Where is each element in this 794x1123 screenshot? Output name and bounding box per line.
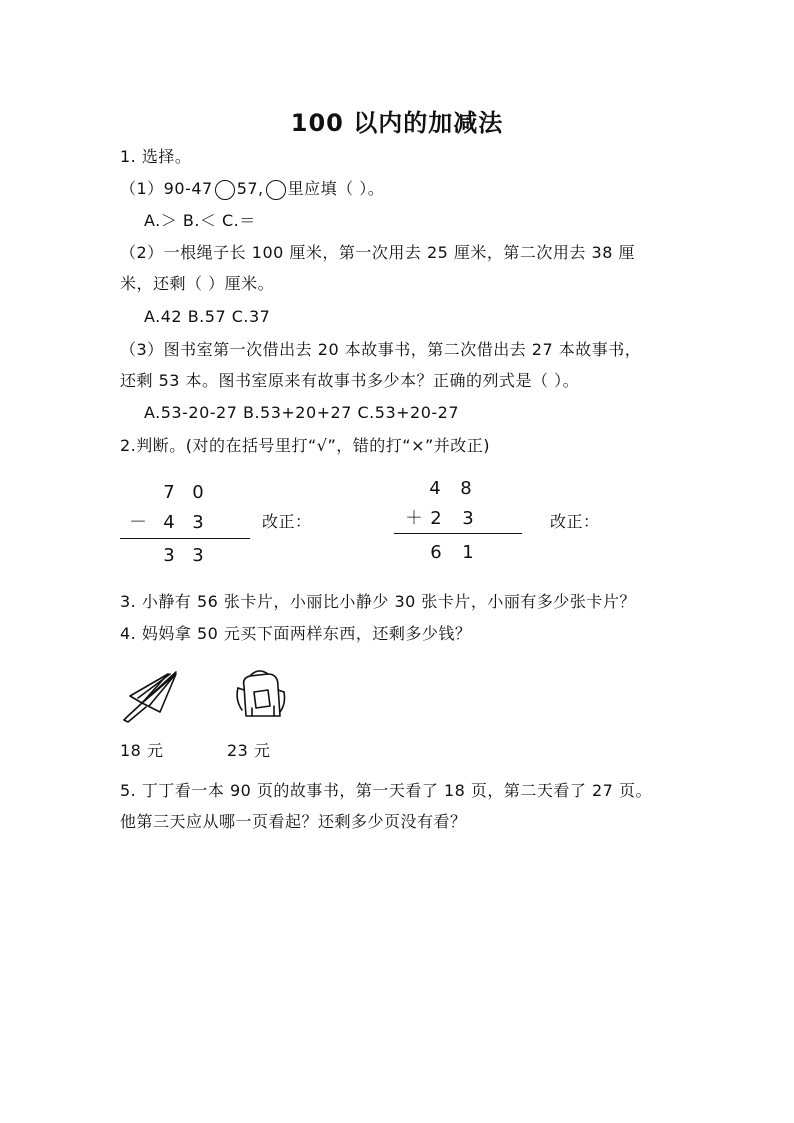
q5-line2: 他第三天应从哪一页看起？还剩多少页没有看？ — [120, 812, 467, 831]
calc1-result-digit: 3 — [192, 545, 204, 566]
calc1-second-digit: 3 — [192, 512, 204, 533]
q1-part1-prefix: （1）90-47 — [120, 179, 213, 198]
calc2-second-digit: 2 — [430, 508, 442, 529]
q1-part1-suffix: 里应填（ ）。 — [287, 179, 385, 198]
answer-circle[interactable] — [266, 180, 286, 200]
q1-heading: 1. 选择。 — [120, 147, 192, 166]
calc1-top-digit: 7 — [163, 482, 175, 503]
calc2-result-digit: 1 — [462, 542, 474, 563]
backpack-price: 23 元 — [227, 741, 271, 760]
answer-circle[interactable] — [215, 180, 235, 200]
umbrella-price: 18 元 — [120, 741, 164, 760]
q1-part2-line1: （2）一根绳子长 100 厘米，第一次用去 25 厘米，第二次用去 38 厘 — [120, 243, 635, 262]
calc2-top-digit: 8 — [460, 478, 472, 499]
calc2-top-digit: 4 — [429, 478, 441, 499]
calc1-result-digit: 3 — [163, 545, 175, 566]
calc1-second-digit: 4 — [163, 512, 175, 533]
calc2-fix-label: 改正： — [550, 512, 600, 531]
q2-heading: 2.判断。(对的在括号里打“√”，错的打“×”并改正) — [120, 436, 491, 455]
q1-part3-line1: （3）图书室第一次借出去 20 本故事书，第二次借出去 27 本故事书， — [120, 340, 642, 359]
q1-part1-mid: 57, — [236, 179, 264, 198]
q4-text: 4. 妈妈拿 50 元买下面两样东西，还剩多少钱？ — [120, 624, 472, 643]
calc2-result-digit: 6 — [430, 542, 442, 563]
q1-part3-options: A.53-20-27 B.53+20+27 C.53+20-27 — [144, 403, 460, 422]
page-title: 100 以内的加减法 — [290, 109, 504, 137]
q1-part2-line2: 米，还剩（ ）厘米。 — [120, 274, 275, 293]
calc2-second-digit: 3 — [462, 508, 474, 529]
q1-part1-options: A.＞ B.＜ C.＝ — [144, 211, 256, 230]
calc1-top-digit: 0 — [192, 482, 204, 503]
q3-text: 3. 小静有 56 张卡片，小丽比小静少 30 张卡片，小丽有多少张卡片？ — [120, 592, 636, 611]
calc2-underline — [394, 533, 522, 534]
calc2-operator: ＋ — [405, 508, 423, 529]
q1-part2-options: A.42 B.57 C.37 — [144, 307, 271, 326]
q1-part1 — [120, 179, 384, 200]
q5-line1: 5. 丁丁看一本 90 页的故事书，第一天看了 18 页，第二天看了 27 页。 — [120, 781, 652, 800]
calc1-underline — [120, 538, 250, 539]
umbrella-icon — [116, 668, 184, 724]
backpack-icon — [232, 666, 288, 724]
calc1-operator: － — [129, 512, 147, 533]
calc1-fix-label: 改正： — [262, 512, 312, 531]
q1-part3-line2: 还剩 53 本。图书室原来有故事书多少本？正确的列式是（ ）。 — [120, 371, 580, 390]
